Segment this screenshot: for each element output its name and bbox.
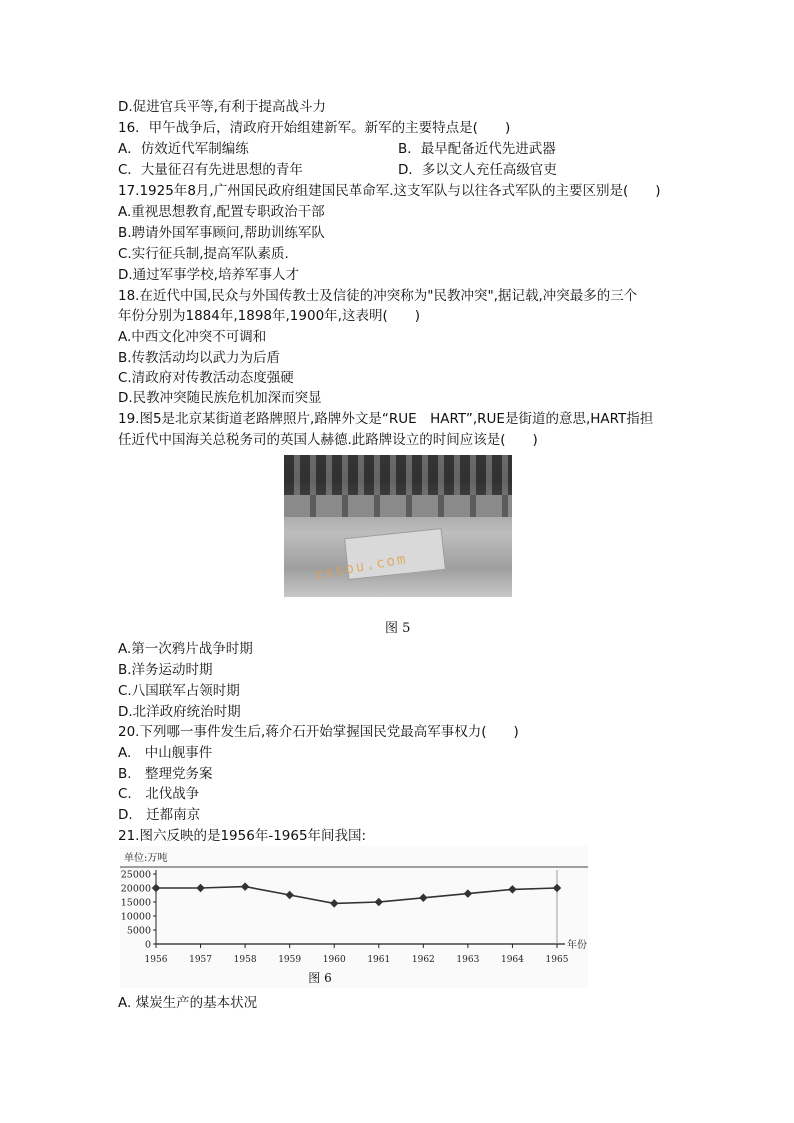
- x-tick-label: 1965: [545, 955, 569, 965]
- y-tick-label: 25000: [120, 869, 151, 881]
- question-18-option-d: D.民教冲突随民族危机加深而突显: [118, 390, 322, 406]
- question-18-option-a: A.中西文化冲突不可调和: [118, 329, 267, 345]
- x-tick-label: 1960: [322, 955, 346, 965]
- figure-5-caption: 图 5: [385, 621, 411, 636]
- unit-label: 单位:万吨: [124, 853, 168, 864]
- data-point: [375, 898, 383, 906]
- question-20-option-a: A. 中山舰事件: [118, 745, 213, 761]
- question-19-stem-line-1: 19.图5是北京某街道老路牌照片,路牌外文是“RUE HART”,RUE是街道的意思,HART指担: [118, 411, 654, 427]
- x-tick-label: 1958: [233, 955, 257, 965]
- question-19-option-b: B.洋务运动时期: [118, 662, 213, 678]
- question-16-option-b: B．最早配备近代先进武器: [398, 141, 556, 157]
- question-19-stem-line-2: 任近代中国海关总税务司的英国人赫德.此路牌设立的时间应该是( ): [118, 432, 538, 448]
- data-point: [152, 884, 160, 892]
- question-17-option-d: D.通过军事学校,培养军事人才: [118, 267, 299, 283]
- question-17-option-c: C.实行征兵制,提高军队素质.: [118, 246, 289, 262]
- data-point: [508, 885, 516, 893]
- photo-watermark: zssou.com: [313, 550, 409, 584]
- series-line: [156, 887, 557, 904]
- question-18-option-b: B.传教活动均以武力为后盾: [118, 350, 281, 366]
- data-point: [241, 882, 249, 890]
- x-tick-label: 1957: [189, 955, 213, 965]
- question-19-option-d: D.北洋政府统治时期: [118, 704, 241, 720]
- x-axis-label: 年份: [567, 940, 587, 951]
- data-point: [553, 884, 561, 892]
- x-tick-label: 1964: [500, 955, 524, 965]
- x-tick-label: 1959: [278, 955, 302, 965]
- question-16-option-a: A．仿效近代军制编练: [118, 141, 249, 157]
- data-point: [285, 891, 293, 899]
- x-tick-label: 1962: [411, 955, 435, 965]
- question-17-stem: 17.1925年8月,广州国民政府组建国民革命军.这支军队与以往各式军队的主要区别是( ): [118, 183, 661, 199]
- question-21-stem: 21.图六反映的是1956年-1965年间我国:: [118, 828, 367, 844]
- question-21-option-a: A. 煤炭生产的基本状况: [118, 995, 258, 1011]
- eave-beam: [284, 495, 512, 517]
- question-19-option-c: C.八国联军占领时期: [118, 683, 240, 699]
- coal-production-chart: [120, 846, 588, 988]
- question-20-option-b: B. 整理党务案: [118, 766, 213, 782]
- question-20-option-d: D. 迁都南京: [118, 807, 201, 823]
- roof-tiles: [284, 455, 512, 495]
- question-17-option-b: B.聘请外国军事顾问,帮助训练军队: [118, 225, 325, 241]
- x-tick-label: 1963: [456, 955, 480, 965]
- line-chart: [120, 846, 588, 988]
- data-point: [419, 894, 427, 902]
- question-19-option-a: A.第一次鸦片战争时期: [118, 641, 253, 657]
- data-point: [330, 899, 338, 907]
- street-sign-photo: [284, 455, 512, 597]
- y-tick-label: 15000: [120, 897, 151, 909]
- question-17-option-a: A.重视思想教育,配置专职政治干部: [118, 204, 325, 220]
- question-18-stem-line-1: 18.在近代中国,民众与外国传教士及信徒的冲突称为"民教冲突",据记载,冲突最多的三个: [118, 288, 638, 304]
- figure-6-caption: 图 6: [308, 971, 332, 985]
- question-20-option-c: C. 北伐战争: [118, 786, 200, 802]
- y-tick-label: 0: [144, 939, 151, 951]
- data-point: [196, 884, 204, 892]
- question-16-option-c: C．大量征召有先进思想的青年: [118, 162, 303, 178]
- data-point: [464, 889, 472, 897]
- x-tick-label: 1956: [144, 955, 168, 965]
- y-tick-label: 5000: [126, 925, 151, 937]
- question-20-stem: 20.下列哪一事件发生后,蒋介石开始掌握国民党最高军事权力( ): [118, 724, 519, 740]
- question-15-option-d: D.促进官兵平等,有利于提高战斗力: [118, 99, 326, 115]
- question-16-stem: 16．甲午战争后，清政府开始组建新军。新军的主要特点是( ): [118, 120, 511, 136]
- y-tick-label: 20000: [120, 883, 151, 895]
- question-18-stem-line-2: 年份分别为1884年,1898年,1900年,这表明( ): [118, 308, 420, 324]
- y-tick-label: 10000: [120, 911, 151, 923]
- question-16-option-d: D．多以文人充任高级官吏: [398, 162, 557, 178]
- x-tick-label: 1961: [367, 955, 391, 965]
- question-18-option-c: C.清政府对传教活动态度强硬: [118, 370, 294, 386]
